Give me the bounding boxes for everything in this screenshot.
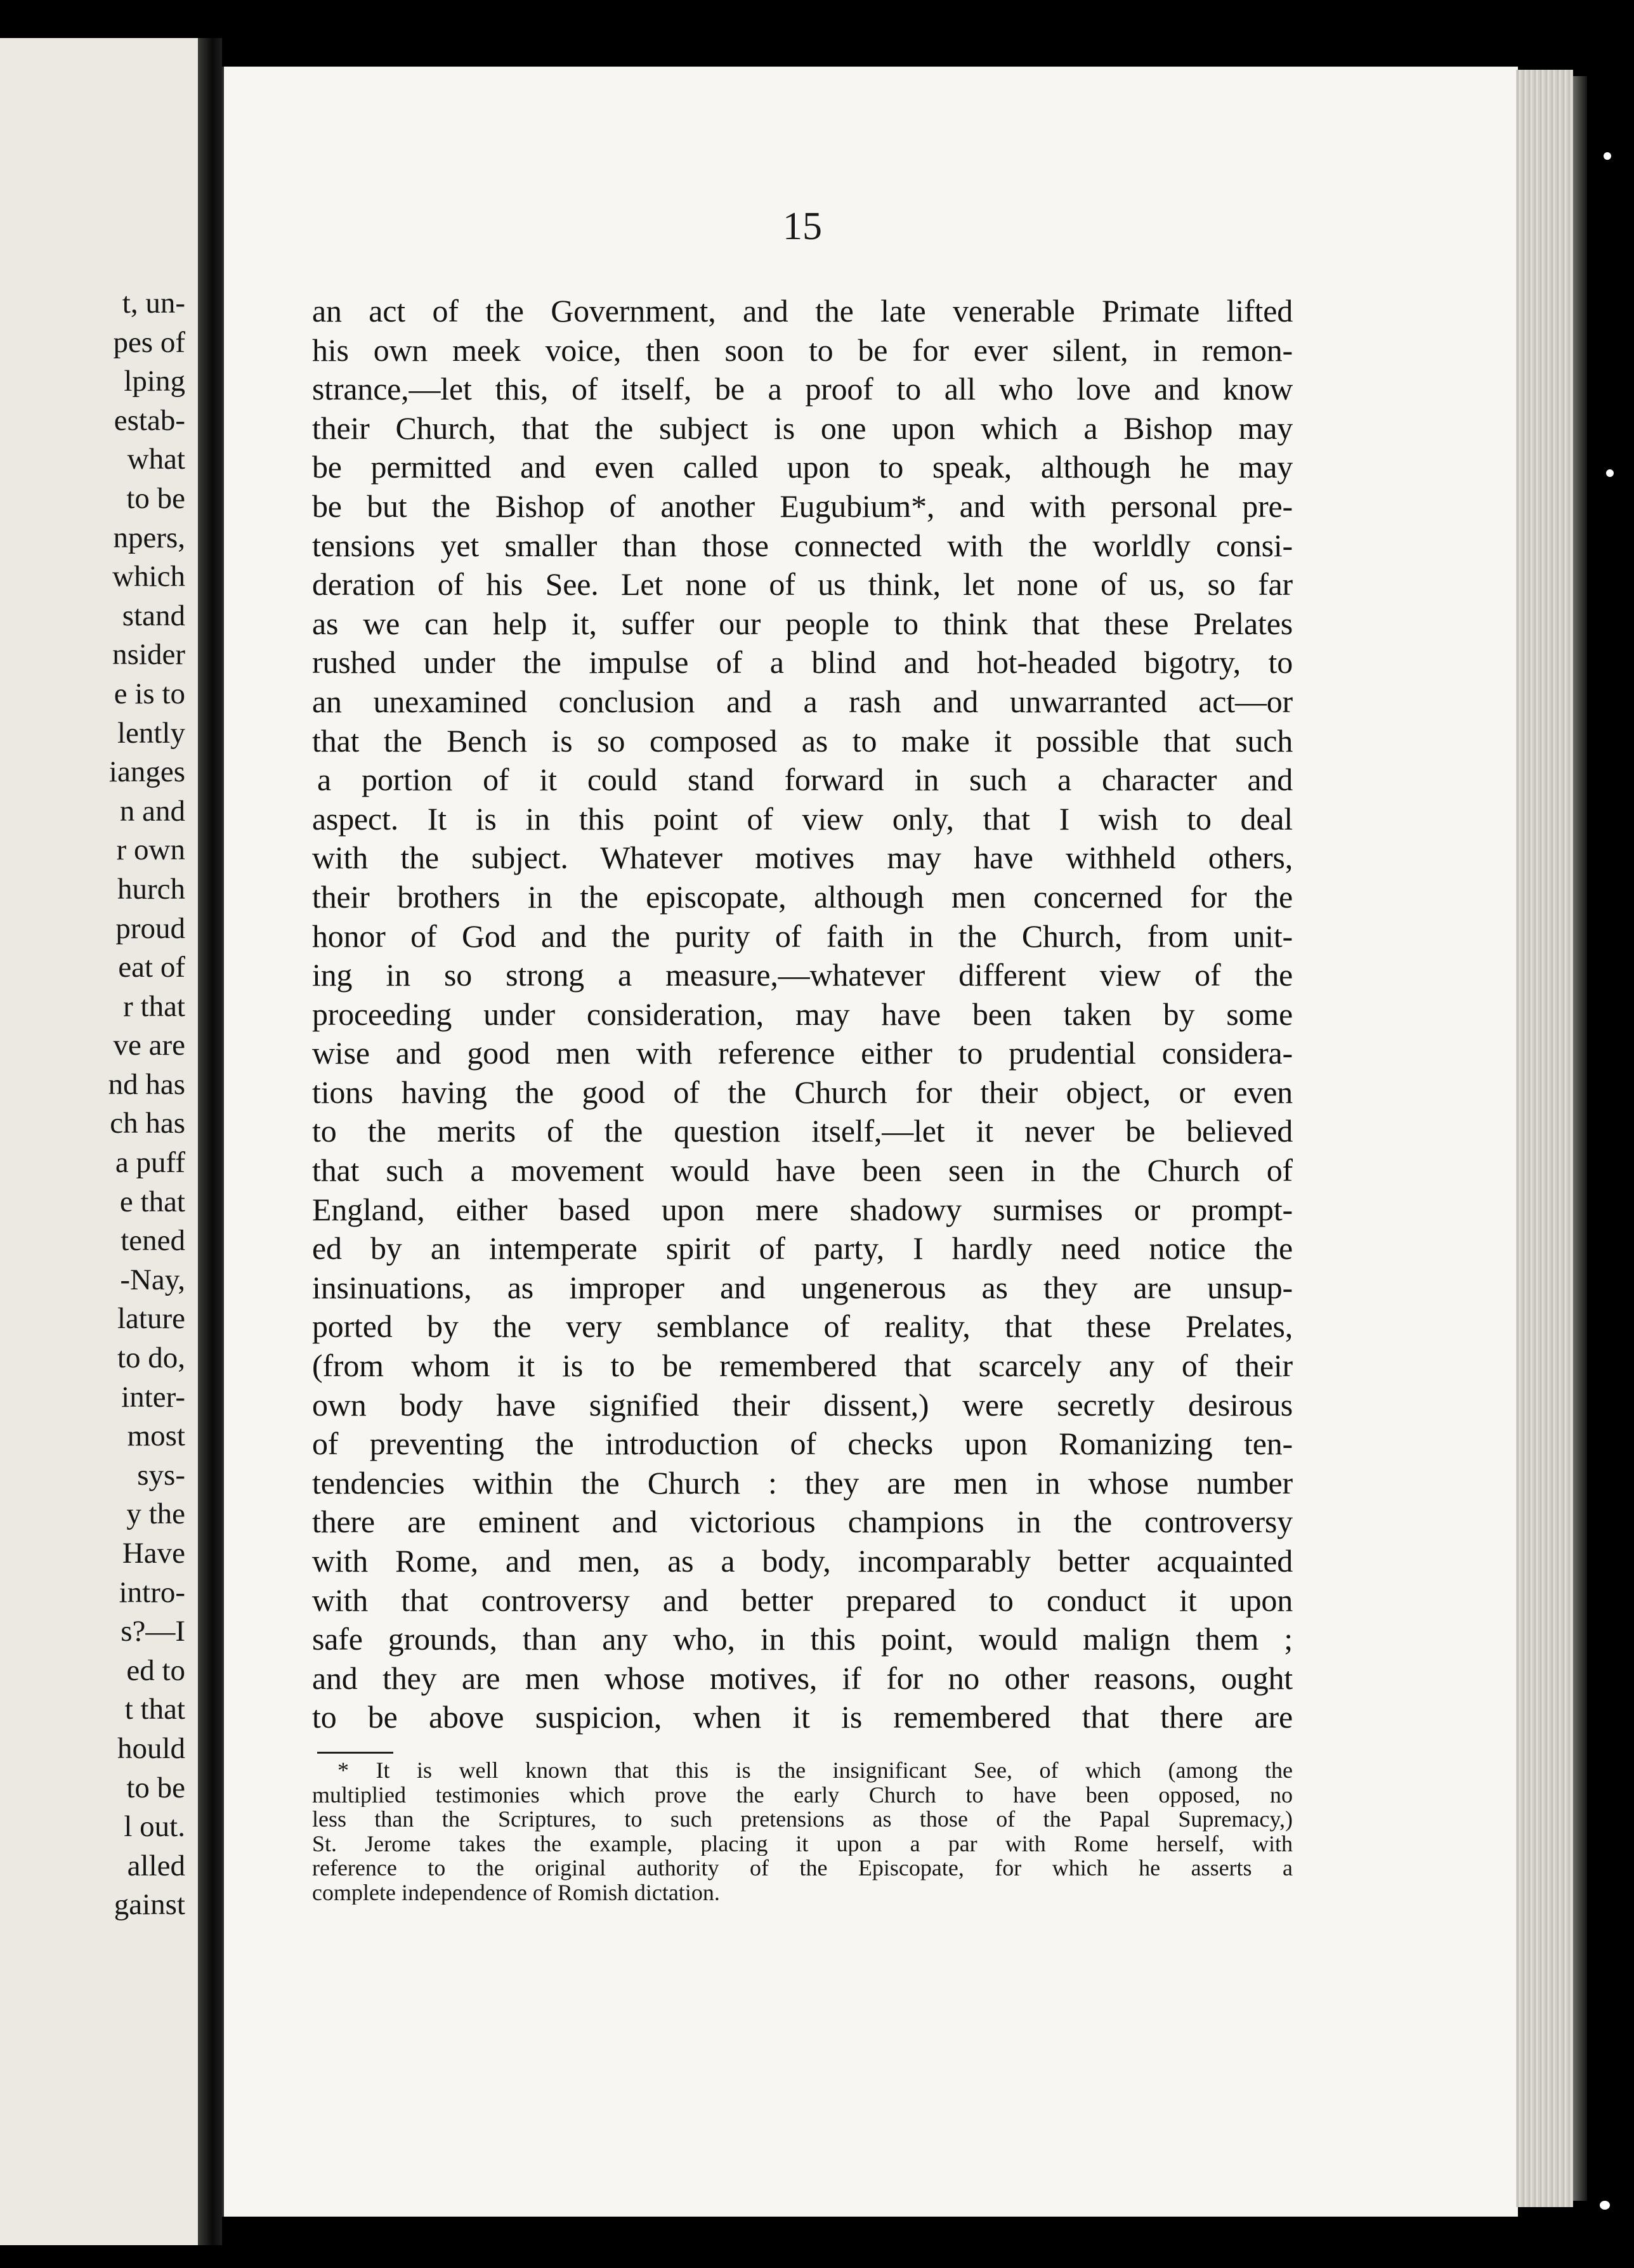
scan-speck [1606, 469, 1614, 477]
footnote [312, 1758, 1293, 1905]
text-line: with Rome, and men, as a body, incomparably better acquainted [312, 1543, 1293, 1579]
facing-line: to do, [117, 1341, 185, 1375]
facing-line: sys- [137, 1458, 185, 1492]
facing-line: which [112, 560, 185, 594]
text-line: tensions yet smaller than those connected with the worldly consi- [312, 527, 1293, 563]
text-line: tendencies within the Church : they are men in whose number [312, 1464, 1293, 1501]
facing-line: to be [126, 481, 185, 515]
text-line: own body have signified their dissent,) were secretly desirous [312, 1386, 1293, 1423]
facing-line: most [127, 1419, 185, 1453]
facing-line: r that [123, 989, 185, 1023]
text-line: an unexamined conclusion and a rash and unwarranted act—or [312, 683, 1293, 719]
facing-line: hurch [117, 872, 185, 906]
facing-line: s?—I [121, 1615, 185, 1648]
text-line: proceeding under consideration, may have been taken by some [312, 996, 1293, 1032]
facing-line: ch has [110, 1107, 185, 1140]
facing-line: estab- [114, 403, 185, 437]
facing-line: e that [119, 1185, 185, 1218]
text-line: (from whom it is to be remembered that scarcely any of their [312, 1348, 1293, 1384]
text-line: be but the Bishop of another Eugubium*, and with personal pre- [312, 488, 1293, 524]
footnote-line: multiplied testimonies which prove the early Church to have been opposed, no [312, 1782, 1293, 1807]
facing-line: lature [117, 1302, 185, 1336]
facing-page-text [108, 284, 185, 1925]
facing-line: t, un- [122, 287, 185, 320]
book-gutter [198, 38, 222, 2245]
footnote-line: reference to the original authority of the Episcopate, for which he asserts a [312, 1856, 1293, 1880]
facing-line: nd has [108, 1067, 185, 1101]
facing-page [0, 38, 198, 2245]
text-line: their brothers in the episcopate, although men concerned for the [312, 878, 1293, 915]
text-line: with that controversy and better prepared to conduct it upon [312, 1582, 1293, 1618]
facing-line: l out. [124, 1810, 185, 1844]
facing-line: Have [122, 1537, 185, 1570]
facing-line: eat of [118, 951, 185, 984]
facing-line: n and [119, 794, 185, 828]
facing-line: y the [126, 1497, 185, 1531]
facing-line: what [127, 443, 185, 476]
facing-line: pes of [113, 325, 185, 359]
facing-line: alled [127, 1849, 185, 1882]
text-line: strance,—let this, of itself, be a proof to all who love and know [312, 371, 1293, 407]
facing-line: -Nay, [120, 1263, 185, 1296]
text-line: ported by the very semblance of reality, that these Prelates, [312, 1308, 1293, 1345]
text-line: aspect. It is in this point of view only, that I wish to deal [312, 800, 1293, 837]
facing-line: hould [117, 1731, 185, 1765]
text-line: there are eminent and victorious champions in the controversy [312, 1504, 1293, 1540]
facing-line: stand [122, 599, 185, 632]
facing-line: lping [124, 365, 185, 398]
text-line: an act of the Government, and the late venerable Primate lifted [312, 293, 1293, 329]
text-line: their Church, that the subject is one upon which a Bishop may [312, 410, 1293, 446]
text-line: be permitted and even called upon to speak, although he may [312, 449, 1293, 485]
scan-speck [1600, 2201, 1610, 2210]
text-line: of preventing the introduction of checks upon Romanizing ten- [312, 1426, 1293, 1462]
text-line: ed by an intemperate spirit of party, I hardly need notice the [312, 1230, 1293, 1267]
text-line: a portion of it could stand forward in such a character and [317, 762, 1293, 798]
footnote-rule [317, 1752, 393, 1754]
text-line: to the merits of the question itself,—let it never be believed [312, 1113, 1293, 1149]
facing-line: to be [126, 1771, 185, 1804]
footnote-line: complete independence of Romish dictation. [312, 1880, 720, 1905]
facing-line: a puff [115, 1146, 185, 1180]
text-line: insinuations, as improper and ungenerous as they are unsup- [312, 1269, 1293, 1305]
footnote-line: St. Jerome takes the example, placing it upon a par with Rome herself, with [312, 1831, 1293, 1856]
text-line: honor of God and the purity of faith in the Church, from unit- [312, 918, 1293, 954]
facing-line: ed to [126, 1653, 185, 1687]
page-edges [1516, 70, 1573, 2207]
text-line: to be above suspicion, when it is remembered that there are [312, 1699, 1293, 1735]
text-line: with the subject. Whatever motives may have withheld others, [312, 840, 1293, 876]
text-line: his own meek voice, then soon to be for ever silent, in remon- [312, 332, 1293, 368]
facing-line: r own [116, 833, 185, 867]
text-line: deration of his See. Let none of us think, let none of us, so far [312, 566, 1293, 603]
text-line: and they are men whose motives, if for no other reasons, ought [312, 1660, 1293, 1696]
text-line: tions having the good of the Church for their object, or even [312, 1074, 1293, 1110]
text-line: wise and good men with reference either to prudential considera- [312, 1035, 1293, 1071]
facing-line: intro- [119, 1575, 185, 1609]
text-line: rushed under the impulse of a blind and hot-headed bigotry, to [312, 644, 1293, 681]
facing-line: e is to [114, 677, 185, 710]
footnote-line: * It is well known that this is the insignificant See, of which (among the [337, 1758, 1293, 1783]
text-line: England, either based upon mere shadowy surmises or prompt- [312, 1191, 1293, 1227]
page-number: 15 [783, 205, 822, 248]
facing-line: tened [121, 1224, 185, 1258]
text-line: as we can help it, suffer our people to think that these Prelates [312, 605, 1293, 641]
facing-line: ianges [108, 755, 185, 789]
text-line: safe grounds, than any who, in this point, would malign them ; [312, 1621, 1293, 1657]
facing-line: lently [117, 716, 185, 750]
body-text [312, 292, 1293, 1737]
facing-line: ve are [113, 1029, 185, 1062]
facing-line: proud [115, 911, 185, 945]
text-line: ing in so strong a measure,—whatever different view of the [312, 957, 1293, 993]
facing-line: t that [124, 1693, 185, 1726]
text-line: that the Bench is so composed as to make it possible that such [312, 722, 1293, 759]
text-line: that such a movement would have been seen in the Church of [312, 1152, 1293, 1189]
facing-line: inter- [121, 1380, 185, 1414]
facing-line: nsider [112, 638, 185, 672]
facing-line: npers, [113, 521, 185, 554]
scan-speck [1604, 152, 1611, 160]
facing-line: gainst [114, 1888, 185, 1922]
page-edge-shadow [1573, 76, 1587, 2201]
footnote-line: less than the Scriptures, to such pretensions as those of the Papal Supremacy,) [312, 1807, 1293, 1832]
